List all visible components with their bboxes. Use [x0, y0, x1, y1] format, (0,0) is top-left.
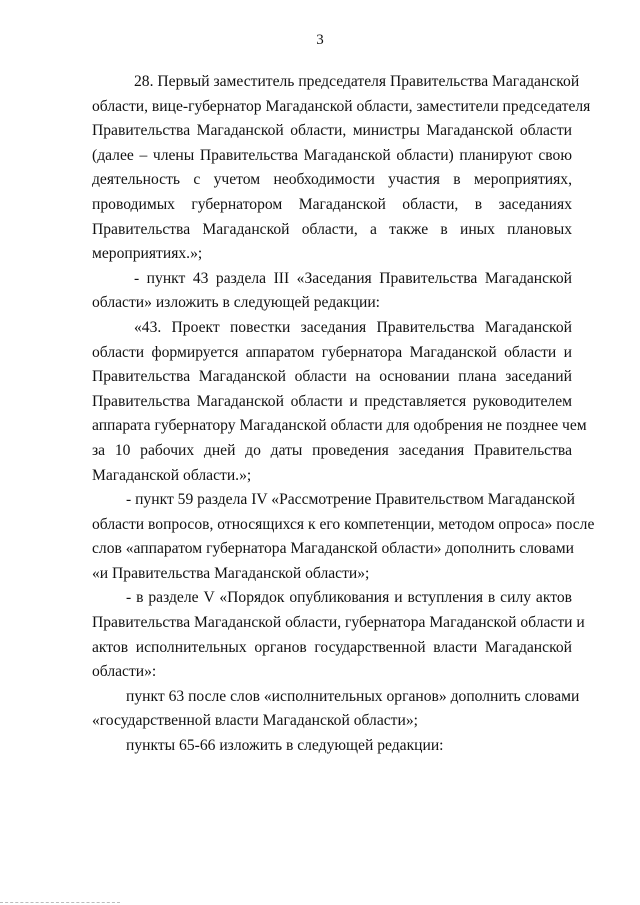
- paragraph-item-59: [92, 488, 595, 586]
- text-line: - пункт 59 раздела IV «Рассмотрение Правительством Магаданской: [126, 491, 575, 509]
- document-body: [92, 70, 595, 759]
- paragraph-item-63: [92, 685, 580, 734]
- text-line: Правительства Магаданской области, губернатора Магаданской области и: [92, 614, 585, 632]
- text-line: «государственной власти Магаданской области»;: [92, 712, 418, 730]
- text-line: области формируется аппаратом губернатора Магаданской области и: [92, 343, 572, 361]
- text-line: пункт 63 после слов «исполнительных органов» дополнить словами: [126, 687, 580, 705]
- text-line: «43. Проект повестки заседания Правительства Магаданской: [134, 318, 572, 336]
- text-line: (далее – члены Правительства Магаданской области) планируют свою: [92, 146, 572, 164]
- paragraph-items-65-66: [92, 734, 572, 759]
- page-number: 3: [316, 32, 324, 48]
- paragraph-43-text: [92, 316, 587, 488]
- text-line: Правительства Магаданской области, министры Магаданской области: [92, 122, 572, 140]
- text-line: мероприятиях.»;: [92, 245, 203, 263]
- paragraph-section-5: [92, 586, 585, 684]
- text-line: Правительства Магаданской области и представляется руководителем: [92, 392, 572, 410]
- text-line: Правительства Магаданской области, а также в иных плановых: [92, 220, 572, 238]
- text-line: «и Правительства Магаданской области»;: [92, 564, 370, 582]
- paragraph-item-43: [92, 267, 572, 316]
- text-line: пункты 65-66 изложить в следующей редакции:: [126, 737, 444, 755]
- text-line: Магаданской области.»;: [92, 466, 252, 484]
- text-line: - пункт 43 раздела III «Заседания Правительства Магаданской: [134, 269, 572, 287]
- text-line: слов «аппаратом губернатора Магаданской области» дополнить словами: [92, 540, 575, 558]
- text-line: проводимых губернатором Магаданской области, в заседаниях: [92, 195, 572, 213]
- page-edge-divider: [0, 902, 120, 903]
- text-line: актов исполнительных органов государственной власти Магаданской: [92, 638, 572, 656]
- text-line: аппарата губернатору Магаданской области для одобрения не позднее чем: [92, 417, 587, 435]
- text-line: области» изложить в следующей редакции:: [92, 294, 381, 312]
- text-line: 28. Первый заместитель председателя Правительства Магаданской: [134, 73, 580, 90]
- text-line: деятельность с учетом необходимости участия в мероприятиях,: [92, 171, 572, 189]
- paragraph-28: [92, 70, 591, 267]
- text-line: области вопросов, относящихся к его компетенции, методом опроса» после: [92, 515, 595, 533]
- text-line: за 10 рабочих дней до даты проведения заседания Правительства: [92, 441, 572, 459]
- text-line: области»:: [92, 663, 157, 681]
- text-line: - в разделе V «Порядок опубликования и вступления в силу актов: [126, 589, 572, 607]
- text-line: области, вице-губернатор Магаданской области, заместители председателя: [92, 97, 591, 115]
- text-line: Правительства Магаданской области на основании плана заседаний: [92, 368, 572, 386]
